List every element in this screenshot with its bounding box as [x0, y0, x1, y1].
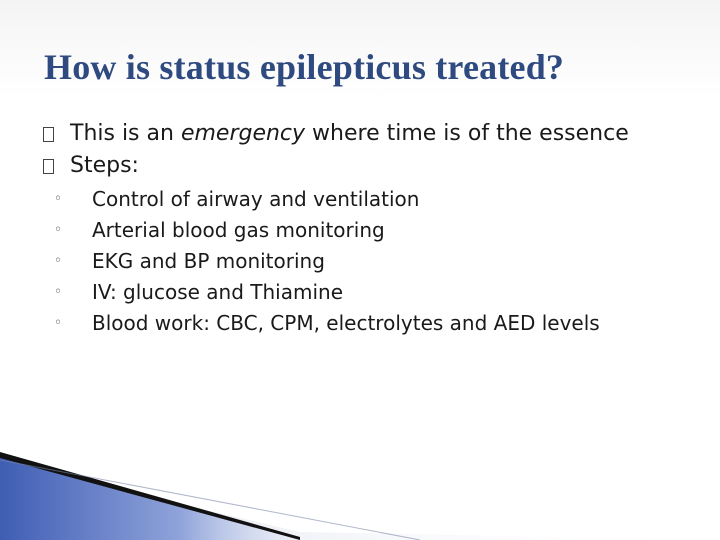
bullet-steps: [38, 150, 678, 182]
circle-bullet-icon: ◦: [53, 253, 63, 269]
square-bullet-icon: [38, 157, 58, 175]
step-item: [38, 246, 678, 277]
circle-bullet-icon: ◦: [53, 222, 63, 238]
square-bullet-icon: [38, 125, 58, 143]
step-text: EKG and BP monitoring: [92, 249, 325, 273]
slide-body: [38, 118, 678, 339]
emphasis-emergency: emergency: [180, 121, 306, 146]
corner-decoration: [0, 440, 720, 540]
step-item: [38, 215, 678, 246]
slide-title: How is status epilepticus treated?: [44, 47, 565, 87]
steps-list: [38, 184, 678, 339]
circle-bullet-icon: ◦: [53, 191, 63, 207]
step-text: IV: glucose and Thiamine: [92, 280, 343, 304]
circle-bullet-icon: ◦: [53, 284, 63, 300]
bullet-emergency-pre: This is an: [70, 121, 181, 146]
circle-bullet-icon: ◦: [53, 315, 63, 331]
step-text: Arterial blood gas monitoring: [92, 218, 385, 242]
bullet-emergency-post: where time is of the essence: [305, 121, 629, 146]
step-text: Control of airway and ventilation: [92, 187, 420, 211]
bullet-steps-label: Steps:: [70, 153, 139, 178]
bullet-emergency: [38, 118, 678, 150]
step-item: [38, 308, 678, 339]
step-item: [38, 277, 678, 308]
step-text: Blood work: CBC, CPM, electrolytes and AED levels: [92, 311, 600, 335]
step-item: [38, 184, 678, 215]
